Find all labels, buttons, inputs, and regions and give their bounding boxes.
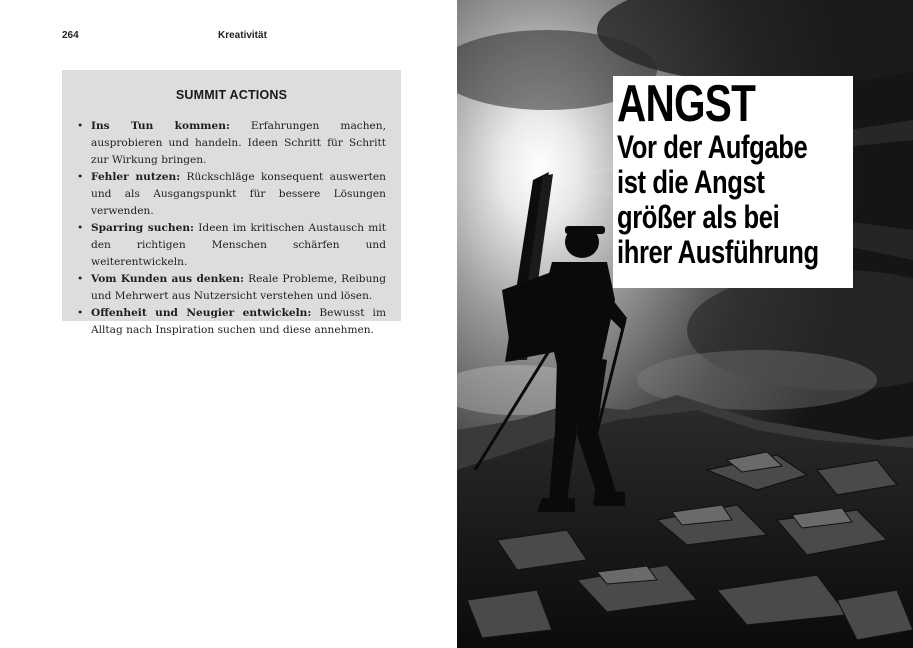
quote-line-2: ist die Angst xyxy=(617,164,765,200)
list-item-text: Bewusst im Alltag nach Inspiration suchen und diese annehmen. xyxy=(91,307,386,336)
list-item-term: Ins Tun kommen: xyxy=(91,120,230,132)
list-item-term: Sparring suchen: xyxy=(91,222,194,234)
list-item xyxy=(77,169,386,220)
list-item-text: Rückschläge konsequent auswerten und als Ausgangspunkt für bessere Lösungen verwenden. xyxy=(91,171,386,217)
page-number: 264 xyxy=(62,30,79,41)
list-item xyxy=(77,305,386,339)
list-item-term: Vom Kunden aus denken: xyxy=(91,273,245,285)
running-head: Kreativität xyxy=(218,30,267,41)
quote-headline: ANGST xyxy=(617,76,756,133)
list-item-term: Offenheit und Neugier entwickeln: xyxy=(91,307,312,319)
quote-box xyxy=(613,76,853,288)
quote-line-3: größer als bei xyxy=(617,199,780,235)
quote-line-1: Vor der Aufgabe xyxy=(617,129,808,165)
list-item xyxy=(77,220,386,271)
list-item-text: Reale Probleme, Reibung und Mehrwert aus Nutzersicht verstehen und lösen. xyxy=(91,273,386,302)
list-item xyxy=(77,118,386,169)
list-item xyxy=(77,271,386,305)
list-item-text: Ideen im kritischen Austausch mit den richtigen Menschen schärfen und weiterentwickeln. xyxy=(91,222,386,268)
right-page xyxy=(457,0,913,648)
list-item-text: Erfahrungen machen, ausprobieren und handeln. Ideen Schritt für Schritt zur Wirkung bringen. xyxy=(91,120,386,166)
summit-actions-title: SUMMIT ACTIONS xyxy=(175,88,288,102)
quote-line-4: ihrer Ausführung xyxy=(617,234,819,270)
summit-actions-box xyxy=(62,70,401,336)
list-item-term: Fehler nutzen: xyxy=(91,171,181,183)
summit-actions-list xyxy=(77,118,386,339)
